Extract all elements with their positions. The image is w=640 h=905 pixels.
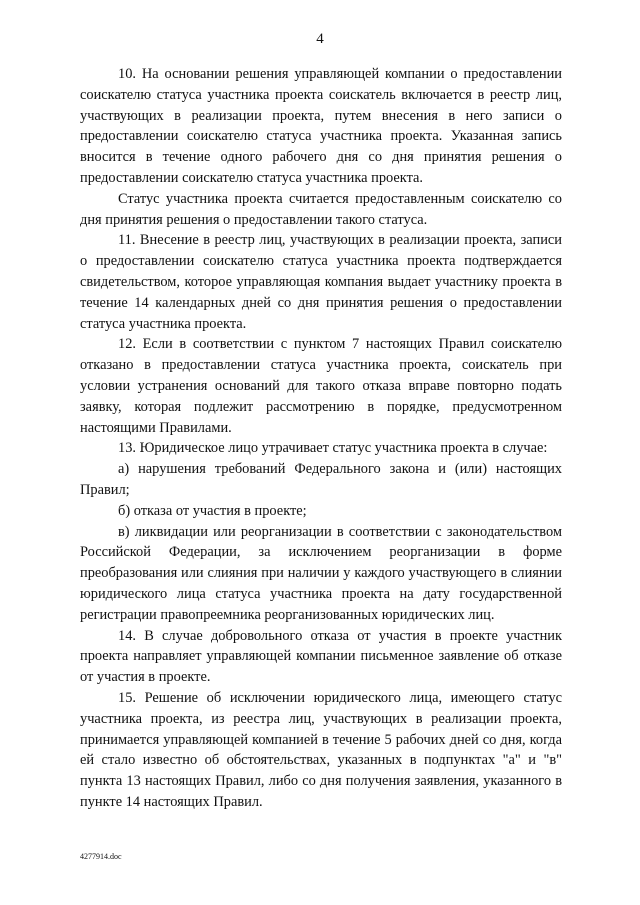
- paragraph-14: 14. В случае добровольного отказа от участия в проекте участник проекта направляет управляющей компании письменное заявление об отказе от участия в проекте.: [80, 627, 562, 686]
- paragraph-13-v: в) ликвидации или реорганизации в соответствии с законодательством Российской Федерации, за исключением реорганизации в форме преобразования или слияния при наличии у каждого участвующего в слиянии юридического лица статуса участника проекта на дату государственной регистрации правопреемника реорганизованных юридических лиц.: [80, 523, 562, 623]
- paragraph-10: 10. На основании решения управляющей компании о предоставлении соискателю статуса участника проекта соискатель включается в реестр лиц, участвующих в реализации проекта, путем внесения в него записи о предоставлении соискателю статуса участника проекта. Указанная запись вносится в течение одного рабочего дня со дня принятия решения о предоставлении соискателю статуса участника проекта.: [80, 66, 562, 186]
- paragraph-13-a: а) нарушения требований Федерального закона и (или) настоящих Правил;: [80, 461, 562, 498]
- page-number: 4: [316, 31, 324, 47]
- document-body: [80, 64, 562, 813]
- paragraph-13: 13. Юридическое лицо утрачивает статус участника проекта в случае:: [118, 440, 548, 457]
- paragraph-status-granted: Статус участника проекта считается предоставленным соискателю со дня принятия решения о предоставлении такого статуса.: [80, 190, 562, 228]
- paragraph-11: 11. Внесение в реестр лиц, участвующих в реализации проекта, записи о предоставлении соискателю статуса участника проекта подтверждается свидетельством, которое управляющая компания выдает участнику проекта в течение 14 календарных дней со дня принятия решения о предоставлении статуса участника проекта.: [80, 232, 562, 332]
- document-filename: 4277914.doc: [80, 852, 122, 861]
- paragraph-12: 12. Если в соответствии с пунктом 7 настоящих Правил соискателю отказано в предоставлении статуса участника проекта, соискатель при условии устранения оснований для такого отказа вправе повторно подать заявку, которая подлежит рассмотрению в порядке, предусмотренном настоящими Правилами.: [80, 336, 562, 436]
- paragraph-13-b: б) отказа от участия в проекте;: [118, 502, 307, 519]
- paragraph-15: 15. Решение об исключении юридического лица, имеющего статус участника проекта, из реестра лиц, участвующих в реализации проекта, принимается управляющей компанией в течение 5 рабочих дней со дня, когда ей стало известно об обстоятельствах, указанных в подпунктах "а" и "в" пункта 13 настоящих Правил, либо со дня получения заявления, указанного в пункте 14 настоящих Правил.: [80, 689, 562, 810]
